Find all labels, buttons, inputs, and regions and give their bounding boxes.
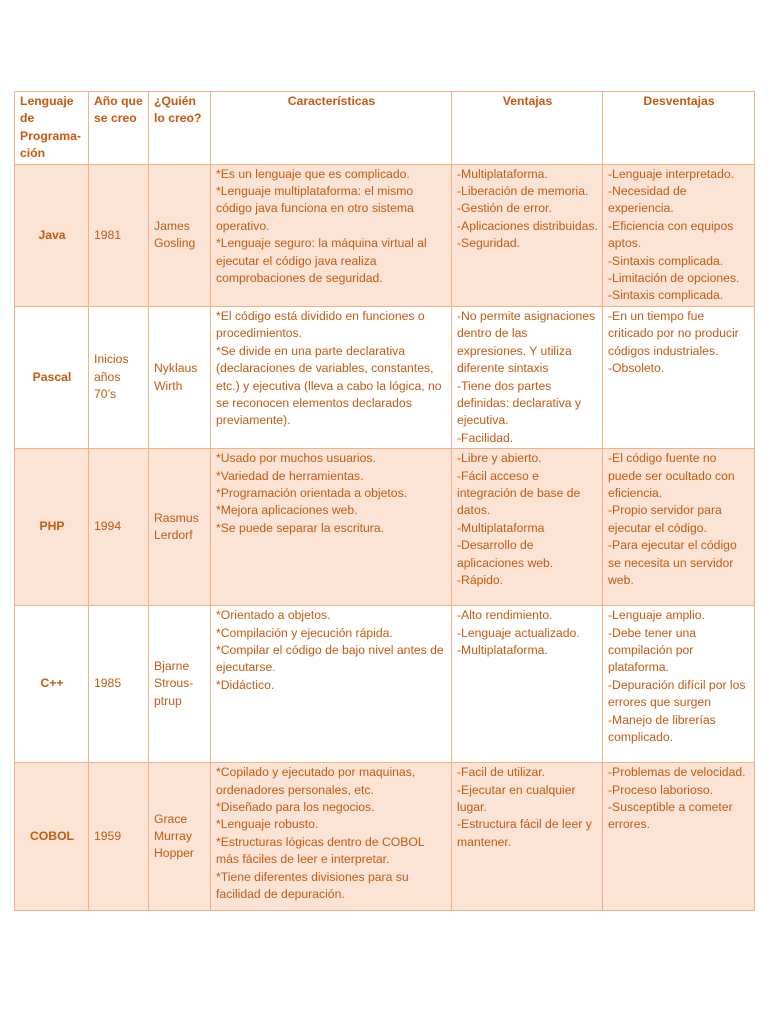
desventaja-item: -En un tiempo fue criticado por no producir códigos industriales. xyxy=(608,308,739,358)
row-caracteristicas xyxy=(211,763,452,911)
caracteristica-item: *Didáctico. xyxy=(216,677,275,692)
row-desventajas xyxy=(603,449,755,606)
row-creador: James Gosling xyxy=(149,164,211,306)
ventaja-item: -Aplicaciones distribuidas. xyxy=(457,218,598,233)
table-row xyxy=(15,164,755,306)
caracteristica-item: *Usado por muchos usuarios. xyxy=(216,451,376,466)
caracteristica-item: *El código está dividido en funciones o procedimientos. xyxy=(216,308,425,341)
ventaja-item: -Libre y abierto. xyxy=(457,451,542,466)
desventaja-item: -Eficiencia con equipos aptos. xyxy=(608,218,734,251)
row-anio: 1994 xyxy=(89,449,149,606)
row-ventajas xyxy=(452,449,603,606)
row-lenguaje: PHP xyxy=(15,449,89,606)
header-lenguaje: Lenguaje de Programa-ción xyxy=(15,92,89,165)
desventaja-item: -El código fuente no puede ser ocultado con eficiencia. xyxy=(608,451,735,500)
ventaja-item: -Lenguaje actualizado. xyxy=(457,625,580,640)
caracteristica-item: *Compilar el código de bajo nivel antes de ejecutarse. xyxy=(216,642,444,675)
desventaja-item: -Obsoleto. xyxy=(608,361,665,376)
desventaja-item: -Sintaxis complicada. xyxy=(608,253,724,268)
table-row xyxy=(15,306,755,448)
row-caracteristicas xyxy=(211,606,452,763)
row-ventajas xyxy=(452,763,603,911)
desventaja-item: -Necesidad de experiencia. xyxy=(608,184,687,216)
row-lenguaje: Pascal xyxy=(15,306,89,448)
caracteristica-item: *Orientado a objetos. xyxy=(216,608,331,623)
row-creador: Bjarne Strous-ptrup xyxy=(149,606,211,763)
row-caracteristicas xyxy=(211,306,452,448)
caracteristica-item: *Copilado y ejecutado por maquinas, ordenadores personales, etc. xyxy=(216,765,416,797)
header-quien: ¿Quién lo creo? xyxy=(149,92,211,165)
table-row xyxy=(15,763,755,911)
ventaja-item: -Facil de utilizar. xyxy=(457,765,546,780)
caracteristica-item: *Se puede separar la escritura. xyxy=(216,520,385,535)
caracteristica-item: *Estructuras lógicas dentro de COBOL más fáciles de leer e interpretar. xyxy=(216,834,425,867)
ventaja-item: -No permite asignaciones dentro de las expresiones. Y utiliza diferente sintaxis xyxy=(457,308,596,376)
row-creador: Rasmus Lerdorf xyxy=(149,449,211,606)
row-lenguaje: Java xyxy=(15,164,89,306)
row-ventajas xyxy=(452,306,603,448)
desventaja-item: -Proceso laborioso. xyxy=(608,782,713,797)
ventaja-item: -Alto rendimiento. xyxy=(457,608,553,623)
caracteristica-item: *Variedad de herramientas. xyxy=(216,468,364,483)
row-desventajas xyxy=(603,606,755,763)
ventaja-item: -Facilidad. xyxy=(457,430,514,445)
desventaja-item: -Sintaxis complicada. xyxy=(608,288,724,303)
desventaja-item: -Limitación de opciones. xyxy=(608,271,740,286)
desventaja-item: -Problemas de velocidad. xyxy=(608,765,746,780)
ventaja-item: -Liberación de memoria. xyxy=(457,184,589,199)
ventaja-item: -Multiplataforma xyxy=(457,520,545,535)
row-caracteristicas xyxy=(211,164,452,306)
ventaja-item: -Tiene dos partes definidas: declarativa y ejecutiva. xyxy=(457,378,581,428)
caracteristica-item: *Tiene diferentes divisiones para su facilidad de depuración. xyxy=(216,869,409,901)
ventaja-item: -Fácil acceso e integración de base de datos. xyxy=(457,468,581,518)
row-lenguaje: C++ xyxy=(15,606,89,763)
desventaja-item: -Lenguaje interpretado. xyxy=(608,166,735,181)
ventaja-item: -Rápido. xyxy=(457,572,504,587)
table-row xyxy=(15,449,755,606)
ventaja-item: -Estructura fácil de leer y mantener. xyxy=(457,817,592,849)
header-anio: Año que se creo xyxy=(89,92,149,165)
ventaja-item: -Seguridad. xyxy=(457,236,521,251)
ventaja-item: -Multiplataforma. xyxy=(457,166,548,181)
caracteristica-item: *Programación orientada a objetos. xyxy=(216,485,408,500)
header-caracteristicas: Características xyxy=(211,92,452,165)
ventaja-item: -Desarrollo de aplicaciones web. xyxy=(457,538,554,570)
caracteristica-item: *Lenguaje robusto. xyxy=(216,817,319,832)
row-caracteristicas xyxy=(211,449,452,606)
caracteristica-item: *Compilación y ejecución rápida. xyxy=(216,625,393,640)
table-row xyxy=(15,606,755,763)
caracteristica-item: *Diseñado para los negocios. xyxy=(216,799,375,814)
desventaja-item: -Propio servidor para ejecutar el código. xyxy=(608,503,722,535)
ventaja-item: -Multiplataforma. xyxy=(457,642,548,657)
row-ventajas xyxy=(452,606,603,763)
row-desventajas xyxy=(603,763,755,911)
row-anio: 1985 xyxy=(89,606,149,763)
ventaja-item: -Gestión de error. xyxy=(457,201,552,216)
caracteristica-item: *Lenguaje seguro: la máquina virtual al ejecutar el código java realiza comprobaciones de seguridad. xyxy=(216,236,427,286)
caracteristica-item: *Lenguaje multiplataforma: el mismo código java funciona en otro sistema operativo. xyxy=(216,184,414,233)
row-desventajas xyxy=(603,306,755,448)
caracteristica-item: *Se divide en una parte declarativa (declaraciones de variables, constantes, etc.) y ejecutiva (lleva a cabo la lógica, no se reconocen elementos declarados previamente). xyxy=(216,343,442,428)
row-anio: Inicios años 70’s xyxy=(89,306,149,448)
row-creador: Grace Murray Hopper xyxy=(149,763,211,911)
desventaja-item: -Lenguaje amplio. xyxy=(608,608,705,623)
row-lenguaje: COBOL xyxy=(15,763,89,911)
row-anio: 1981 xyxy=(89,164,149,306)
desventaja-item: -Manejo de librerías complicado. xyxy=(608,712,716,744)
caracteristica-item: *Es un lenguaje que es complicado. xyxy=(216,166,410,181)
desventaja-item: -Para ejecutar el código se necesita un servidor web. xyxy=(608,538,737,587)
caracteristica-item: *Mejora aplicaciones web. xyxy=(216,503,358,518)
header-desventajas: Desventajas xyxy=(603,92,755,165)
row-anio: 1959 xyxy=(89,763,149,911)
ventaja-item: -Ejecutar en cualquier lugar. xyxy=(457,782,576,814)
desventaja-item: -Susceptible a cometer errores. xyxy=(608,799,733,832)
languages-table xyxy=(14,91,755,911)
row-creador: Nyklaus Wirth xyxy=(149,306,211,448)
desventaja-item: -Debe tener una compilación por plataforma. xyxy=(608,625,697,675)
desventaja-item: -Depuración difícil por los errores que surgen xyxy=(608,677,746,710)
row-desventajas xyxy=(603,164,755,306)
row-ventajas xyxy=(452,164,603,306)
header-ventajas: Ventajas xyxy=(452,92,603,165)
